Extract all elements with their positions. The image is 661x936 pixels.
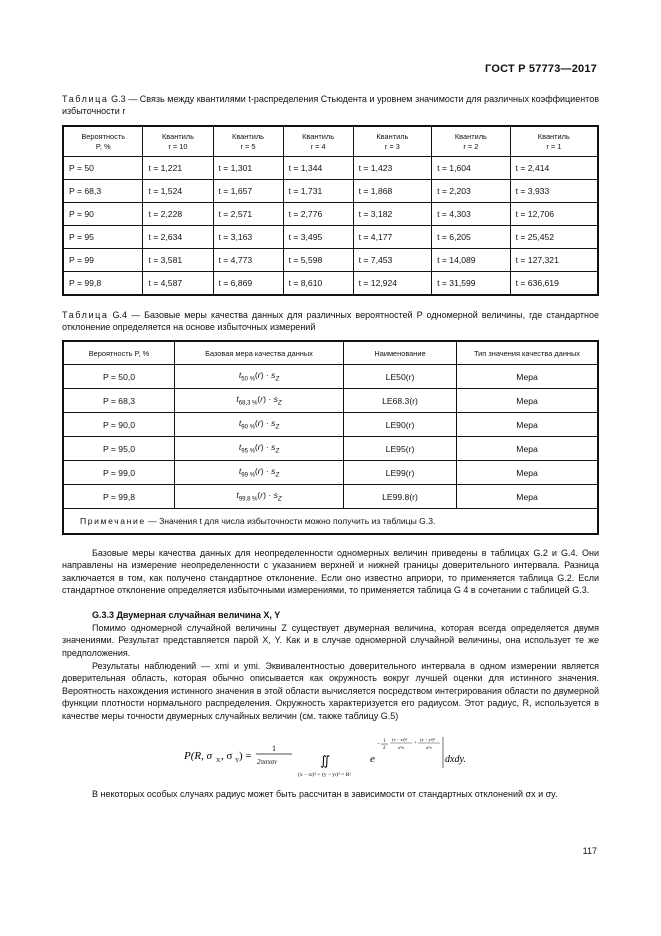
table-cell: t = 12,924 <box>353 272 432 296</box>
table-cell: t = 2,414 <box>510 157 598 180</box>
measure-formula-cell: $t_{99,8 \%}(r) \cdot s_Z$ <box>175 485 344 509</box>
table-g3-caption-lead: Таблица <box>62 94 109 104</box>
measure-formula-cell: $t_{99 \%}(r) \cdot s_Z$ <box>175 461 344 485</box>
probability-cell: P = 99,0 <box>63 461 175 485</box>
table-cell: P = 99,8 <box>63 272 143 296</box>
formula-subscript: 50 % <box>241 376 255 383</box>
probability-cell: P = 99,8 <box>63 485 175 509</box>
svg-text:(x − xf)²: (x − xf)² <box>392 737 407 742</box>
table-note-row <box>63 509 598 535</box>
type-cell: Мера <box>457 413 599 437</box>
document-header: ГОСТ Р 57773—2017 <box>485 63 597 75</box>
svg-text:Y: Y <box>235 758 240 764</box>
section-heading: G.3.3 Двумерная случайная величина X, Y <box>92 610 281 620</box>
probability-cell: P = 68,3 <box>63 389 175 413</box>
measure-formula-cell: $t_{90 \%}(r) \cdot s_Z$ <box>175 413 344 437</box>
table-cell: P = 90 <box>63 203 143 226</box>
svg-text:) =: ) = <box>239 750 252 762</box>
table-cell: t = 3,933 <box>510 180 598 203</box>
type-cell: Мера <box>457 389 599 413</box>
table-cell: P = 95 <box>63 226 143 249</box>
table-cell: t = 636,619 <box>510 272 598 296</box>
svg-text:+: + <box>414 741 417 746</box>
table-cell: t = 1,301 <box>213 157 283 180</box>
header-cell: Квантиль r = 3 <box>353 126 432 157</box>
table-header-row <box>63 126 598 157</box>
svg-text:1: 1 <box>272 744 276 753</box>
table-cell: t = 2,776 <box>283 203 353 226</box>
table-cell: t = 4,587 <box>143 272 213 296</box>
table-g4 <box>62 340 599 535</box>
name-cell: LE99(r) <box>344 461 457 485</box>
table-cell: t = 1,423 <box>353 157 432 180</box>
table-cell: t = 3,163 <box>213 226 283 249</box>
table-cell: t = 1,221 <box>143 157 213 180</box>
table-row <box>63 180 598 203</box>
header-cell: Квантиль r = 5 <box>213 126 283 157</box>
table-cell: t = 2,571 <box>213 203 283 226</box>
table-row <box>63 461 598 485</box>
svg-text:σ²Y: σ²Y <box>426 745 433 750</box>
table-cell: P = 99 <box>63 249 143 272</box>
svg-text:1: 1 <box>383 739 386 744</box>
header-cell: Квантиль r = 4 <box>283 126 353 157</box>
page-number: 117 <box>582 846 597 856</box>
svg-text:, σ: , σ <box>221 750 233 762</box>
table-g3-caption-text: G.3 — Связь между квантилями t-распределения Стьюдента и уровнем значимости для различных коэффициентов избыточности r <box>62 94 599 116</box>
table-cell: t = 4,773 <box>213 249 283 272</box>
table-cell: t = 3,495 <box>283 226 353 249</box>
probability-cell: P = 90,0 <box>63 413 175 437</box>
table-cell: t = 1,344 <box>283 157 353 180</box>
table-g3-caption <box>62 93 599 117</box>
table-cell: t = 1,604 <box>432 157 511 180</box>
table-row <box>63 389 598 413</box>
table-row <box>63 272 598 296</box>
name-cell: LE90(r) <box>344 413 457 437</box>
table-cell: t = 14,089 <box>432 249 511 272</box>
table-row <box>63 413 598 437</box>
table-cell: t = 1,524 <box>143 180 213 203</box>
table-note: Примечание — Значения t для числа избыточности можно получить из таблицы G.3. <box>63 509 598 535</box>
name-cell: LE50(r) <box>344 365 457 389</box>
probability-cell: P = 50,0 <box>63 365 175 389</box>
name-cell: LE99.8(r) <box>344 485 457 509</box>
svg-text:∬: ∬ <box>320 753 331 768</box>
table-cell: t = 1,731 <box>283 180 353 203</box>
table-cell: P = 68,3 <box>63 180 143 203</box>
svg-text:−: − <box>377 741 381 747</box>
measure-formula-cell: $t_{68,3 \%}(r) \cdot s_Z$ <box>175 389 344 413</box>
table-cell: t = 127,321 <box>510 249 598 272</box>
svg-text:2πσXσY: 2πσXσY <box>257 758 277 766</box>
table-cell: t = 2,203 <box>432 180 511 203</box>
svg-text:P(R, σ: P(R, σ <box>184 750 213 762</box>
type-cell: Мера <box>457 461 599 485</box>
table-g3-body <box>63 157 598 296</box>
table-cell: t = 2,634 <box>143 226 213 249</box>
name-cell: LE68.3(r) <box>344 389 457 413</box>
svg-text:e: e <box>370 753 375 765</box>
header-cell: Наименование <box>344 341 457 365</box>
table-cell: t = 4,177 <box>353 226 432 249</box>
header-cell: Квантиль r = 2 <box>432 126 511 157</box>
paragraph: Базовые меры качества данных для неопределенности одномерных величин приведены в таблицах G.2 и G.4. Они направлены на измерение неопределенности с указанием верхней и нижней границы доверительного интервала. Разница заключается в том, как получено стандартное отклонение. Если оно известно априори, то применяется таблица G.2. Если стандартное отклонение определяется избыточными измерениями, то применяется таблица G 4 в сочетании с таблицей G.3. <box>62 548 599 596</box>
measure-formula-cell: $t_{95 \%}(r) \cdot s_Z$ <box>175 437 344 461</box>
paragraph: Помимо одномерной случайной величины Z существует двумерная величина, которая всегда определяется двумя значениями. Результат представляется парой X, Y. Как и в случае одномерной случайной величины, она использует те же предположения. <box>62 623 599 658</box>
table-row <box>63 249 598 272</box>
header-cell: Квантиль r = 1 <box>510 126 598 157</box>
formula-subscript: 99 % <box>241 472 255 479</box>
table-cell: t = 1,657 <box>213 180 283 203</box>
formula-subscript: 90 % <box>241 424 255 431</box>
probability-cell: P = 95,0 <box>63 437 175 461</box>
svg-text:σ²X: σ²X <box>398 745 405 750</box>
formula-subscript: 68,3 % <box>238 400 258 407</box>
table-row <box>63 485 598 509</box>
table-cell: t = 7,453 <box>353 249 432 272</box>
table-cell: t = 6,205 <box>432 226 511 249</box>
header-cell: Квантиль r = 10 <box>143 126 213 157</box>
table-row <box>63 226 598 249</box>
svg-text:(y − yf)²: (y − yf)² <box>420 737 435 742</box>
svg-text:2: 2 <box>383 746 386 751</box>
name-cell: LE95(r) <box>344 437 457 461</box>
table-g4-caption <box>62 309 599 333</box>
table-row <box>63 157 598 180</box>
table-g4-caption-lead: Таблица <box>62 310 109 320</box>
header-cell: Базовая мера качества данных <box>175 341 344 365</box>
table-cell: t = 5,598 <box>283 249 353 272</box>
formula-subscript: 95 % <box>241 448 255 455</box>
header-cell: Вероятность P, % <box>63 341 175 365</box>
header-cell: Тип значения качества данных <box>457 341 599 365</box>
table-cell: t = 3,182 <box>353 203 432 226</box>
header-cell: Вероятность P, % <box>63 126 143 157</box>
table-g4-body <box>63 365 598 509</box>
table-cell: t = 31,599 <box>432 272 511 296</box>
type-cell: Мера <box>457 437 599 461</box>
type-cell: Мера <box>457 485 599 509</box>
paragraph: Результаты наблюдений — xmi и ymi. Эквивалентностью доверительного интервала в одном измерении является доверительная область, которая обычно описывается как окружность вокруг лучшей оценки для истинного значения. Вероятность нахождения истинного значения в этой области вычисляется посредством интегрирования области по двумерной функции плотности нормального распределения. Окружность характеризуется его радиусом. Этот радиус, R, используется в качестве меры точности двумерных случайных величин (см. также таблицу G.5) <box>62 661 599 721</box>
table-cell: t = 6,869 <box>213 272 283 296</box>
table-cell: t = 12,706 <box>510 203 598 226</box>
table-cell: t = 3,581 <box>143 249 213 272</box>
bivariate-density-formula <box>180 735 500 780</box>
table-cell: t = 25,452 <box>510 226 598 249</box>
type-cell: Мера <box>457 365 599 389</box>
measure-formula-cell: $t_{50 \%}(r) \cdot s_Z$ <box>175 365 344 389</box>
table-g3 <box>62 125 599 296</box>
paragraph: В некоторых особых случаях радиус может быть рассчитан в зависимости от стандартных отклонений σx и σy. <box>92 789 558 799</box>
table-header-row <box>63 341 598 365</box>
table-cell: t = 8,610 <box>283 272 353 296</box>
table-g4-caption-text: G.4 — Базовые меры качества данных для различных вероятностей P одномерной величины, где стандартное отклонение определяется на основе избыточных измерений <box>62 310 599 332</box>
table-row <box>63 203 598 226</box>
table-cell: t = 1,868 <box>353 180 432 203</box>
svg-text:(x − xf)² + (y − yf)² = R²: (x − xf)² + (y − yf)² = R² <box>298 772 352 778</box>
table-cell: t = 4,303 <box>432 203 511 226</box>
table-cell: P = 50 <box>63 157 143 180</box>
svg-text:X: X <box>216 758 221 764</box>
table-row <box>63 437 598 461</box>
formula-subscript: 99,8 % <box>238 496 258 503</box>
table-cell: t = 2,228 <box>143 203 213 226</box>
table-row <box>63 365 598 389</box>
svg-text:dxdy.: dxdy. <box>445 754 466 765</box>
